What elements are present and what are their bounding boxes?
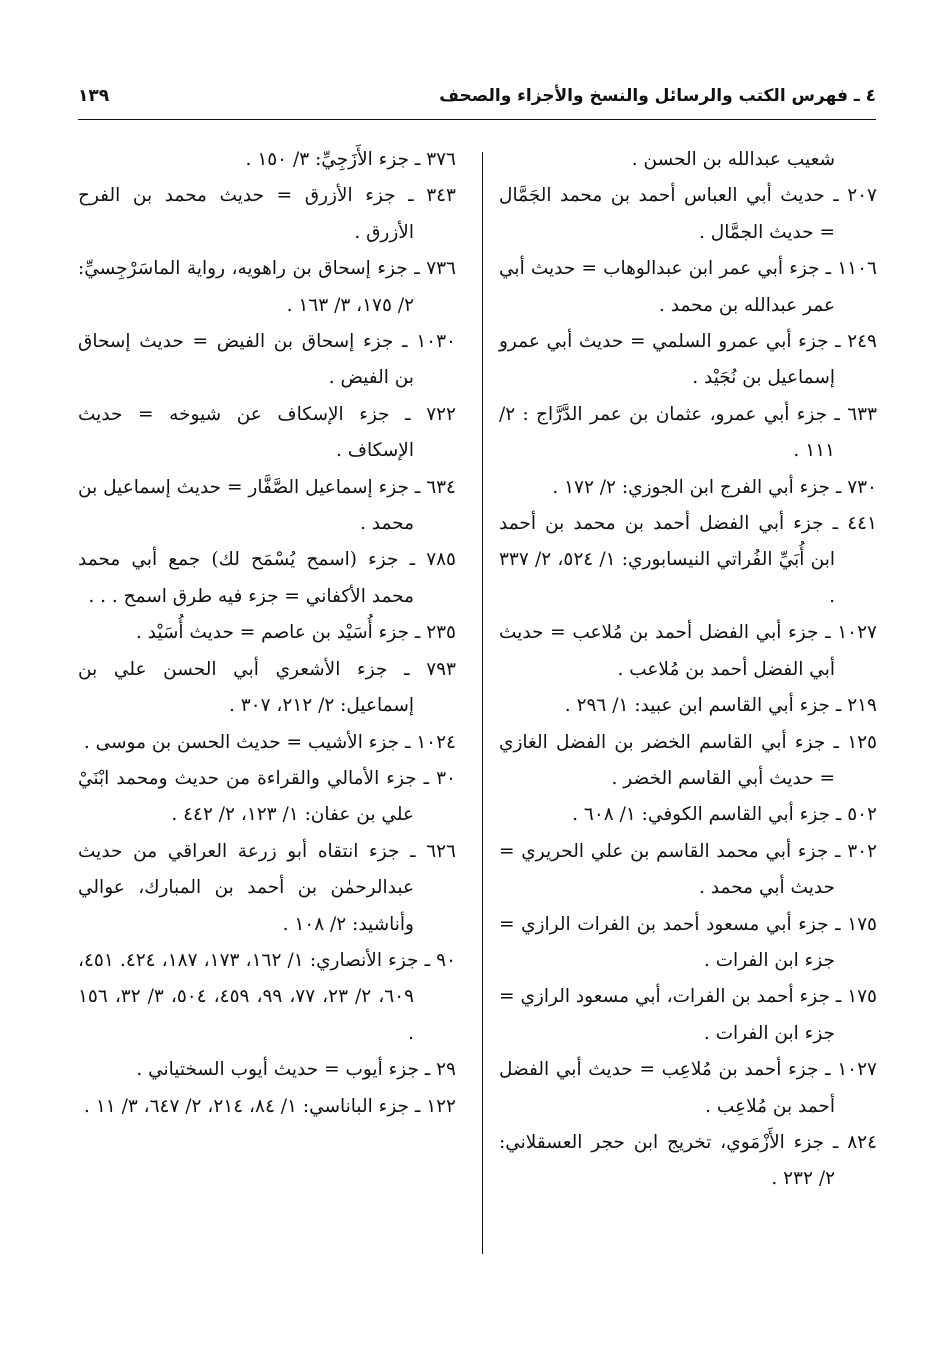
column-divider (482, 152, 483, 1254)
index-entry: ١٧٥ ـ جزء أحمد بن الفرات، أبي مسعود الرازي = جزء ابن الفرات . (499, 986, 877, 1044)
index-entry: ٣٠ ـ جزء الأمالي والقراءة من حديث ومحمد ابْنَيْ علي بن عفان: ١/ ١٢٣، ٢/ ٤٤٢ . (78, 767, 456, 826)
header-rule (78, 119, 876, 120)
index-entry: ٦٣٤ ـ جزء إسماعيل الصَّفَّار = حديث إسماعيل بن محمد . (78, 476, 456, 535)
index-entry: ٩٠ ـ جزء الأنصاري: ١/ ١٦٢، ١٧٣، ١٨٧، ٤٢٤. ٤٥١، ٦٠٩، ٢/ ٢٣، ٧٧، ٩٩، ٤٥٩، ٥٠٤، ٣/ ٣٢، ١٥٦ . (78, 949, 457, 1044)
index-entry: ٧٣٠ ـ جزء أبي الفرج ابن الجوزي: ٢/ ١٧٢ . (552, 476, 877, 498)
index-entry: ٢٠٧ ـ حديث أبي العباس أحمد بن محمد الجَمَّال = حديث الجمَّال . (499, 185, 877, 243)
index-column-left (78, 142, 456, 1125)
index-entry: ٦٣٣ ـ جزء أبي عمرو، عثمان بن عمر الدَّرَّاج : ٢/ ١١١ . (499, 403, 877, 462)
index-entry: ٣٤٣ ـ جزء الأزرق = حديث محمد بن الفرح الأزرق . (78, 185, 456, 243)
index-entry: ٤٤١ ـ جزء أبي الفضل أحمد بن محمد بن أحمد ابن أُبَيِّ الفُراتي النيسابوري: ١/ ٥٢٤، ٢/ ٣٣٧ . (499, 513, 877, 607)
index-entry: ١٠٣٠ ـ جزء إسحاق بن الفيض = حديث إسحاق بن الفيض . (78, 331, 456, 389)
index-entry: ١٢٥ ـ جزء أبي القاسم الخضر بن الفضل الغازي = حديث أبي القاسم الخضر . (499, 731, 877, 789)
index-entry: ٥٠٢ ـ جزء أبي القاسم الكوفي: ١/ ٦٠٨ . (572, 804, 877, 826)
index-entry: ١٠٢٤ ـ جزء الأشيب = حديث الحسن بن موسى . (83, 731, 456, 753)
index-entry: ١١٠٦ ـ جزء أبي عمر ابن عبدالوهاب = حديث أبي عمر عبدالله بن محمد . (499, 258, 877, 316)
index-entry: ٢٤٩ ـ جزء أبي عمرو السلمي = حديث أبي عمرو إسماعيل بن نُجَيْد . (499, 331, 877, 389)
page-number: ١٣٩ (78, 86, 110, 106)
index-entry: ٧٢٢ ـ جزء الإسكاف عن شيوخه = حديث الإسكاف . (78, 403, 456, 462)
index-entry: ٢٩ ـ جزء أيوب = حديث أيوب السختياني . (136, 1059, 456, 1081)
index-entry: شعيب عبدالله بن الحسن . (631, 149, 835, 170)
index-entry: ٣٧٦ ـ جزء الأَزَجِيِّ: ٣/ ١٥٠ . (245, 149, 456, 170)
index-entry: ١٢٢ ـ جزء الباناسي: ١/ ٨٤، ٢١٤، ٢/ ٦٤٧، ٣/ ١١ . (84, 1095, 456, 1117)
index-entry: ٦٢٦ ـ جزء انتقاه أبو زرعة العراقي من حديث عبدالرحمٰن بن أحمد بن المبارك، عوالي وأناشيد: ٢/ ١٠٨ . (78, 840, 456, 935)
index-entry: ١٠٢٧ ـ جزء أحمد بن مُلاعِب = حديث أبي الفضل أحمد بن مُلاعِب . (499, 1059, 877, 1117)
index-column-right (499, 142, 877, 1198)
index-entry: ٧٣٦ ـ جزء إسحاق بن راهويه، رواية الماسَرْجِسيِّ: ٢/ ١٧٥، ٣/ ١٦٣ . (78, 258, 456, 316)
index-entry: ٨٢٤ ـ جزء الأَزْمَوي، تخريج ابن حجر العسقلاني: ٢/ ٢٣٢ . (499, 1131, 878, 1190)
index-entry: ١٠٢٧ ـ جزء أبي الفضل أحمد بن مُلاعب = حديث أبي الفضل أحمد بن مُلاعب . (499, 622, 877, 680)
running-title: ٤ ـ فهرس الكتب والرسائل والنسخ والأجزاء والصحف (439, 86, 876, 106)
index-entry: ٧٨٥ ـ جزء (اسمح يُسْمَح لك) جمع أبي محمد محمد الأكفاني = جزء فيه طرق اسمح . . . (78, 549, 456, 607)
page-header (78, 86, 876, 116)
index-entry: ٣٠٢ ـ جزء أبي محمد القاسم بن علي الحريري = حديث أبي محمد . (499, 840, 877, 899)
index-entry: ٢٣٥ ـ جزء أُسَيْد بن عاصم = حديث أُسَيْد . (135, 622, 456, 644)
index-entry: ١٧٥ ـ جزء أبي مسعود أحمد بن الفرات الرازي = جزء ابن الفرات . (499, 913, 877, 971)
index-entry: ٢١٩ ـ جزء أبي القاسم ابن عبيد: ١/ ٢٩٦ . (564, 695, 877, 717)
index-entry: ٧٩٣ ـ جزء الأشعري أبي الحسن علي بن إسماعيل: ٢/ ٢١٢، ٣٠٧ . (78, 658, 456, 717)
